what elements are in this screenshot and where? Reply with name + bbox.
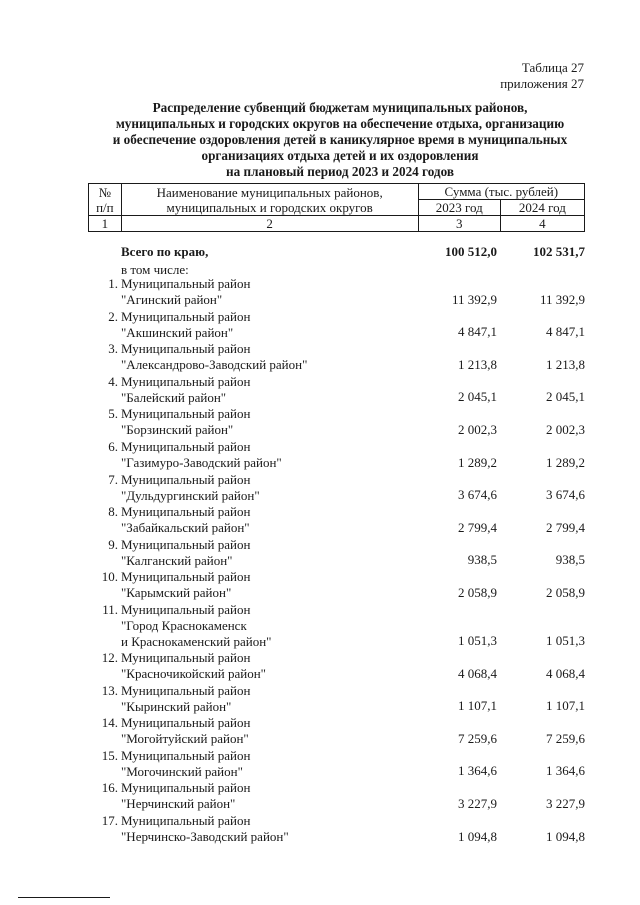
district-name xyxy=(121,780,411,812)
district-name-line: Муниципальный район xyxy=(121,536,251,552)
row-number: 1. xyxy=(108,276,118,291)
district-name xyxy=(121,650,411,682)
row-number: 14. xyxy=(101,715,118,731)
total-label: Всего по краю, xyxy=(121,244,209,259)
district-name-line: "Город Краснокаменск xyxy=(121,617,247,633)
annex-reference xyxy=(500,60,584,92)
table-header xyxy=(88,183,585,232)
value-2023: 2 799,4 xyxy=(458,519,497,535)
value-2024: 1 213,8 xyxy=(546,356,585,372)
district-rows xyxy=(88,276,585,846)
district-name-line: Муниципальный район xyxy=(121,812,251,828)
district-name-line: Муниципальный район xyxy=(121,308,251,324)
title-line: организациях отдыха детей и их оздоровления xyxy=(201,148,479,163)
table-row xyxy=(88,780,585,813)
value-2024: 1 107,1 xyxy=(546,698,585,714)
district-name xyxy=(121,602,411,650)
value-2023: 2 058,9 xyxy=(458,584,497,600)
value-2024: 4 847,1 xyxy=(546,324,585,340)
value-2024: 2 799,4 xyxy=(546,519,585,535)
district-name-line: Муниципальный район xyxy=(121,747,251,763)
table-row xyxy=(88,276,585,309)
district-name-line: "Могочинский район" xyxy=(121,763,243,779)
value-2023: 3 674,6 xyxy=(458,487,497,503)
value-2024: 3 674,6 xyxy=(546,487,585,503)
table-row xyxy=(88,602,585,650)
column-number-4: 4 xyxy=(500,216,584,232)
column-number-1: 1 xyxy=(89,216,122,232)
row-number: 10. xyxy=(101,569,118,585)
value-2024: 1 364,6 xyxy=(546,763,585,779)
district-name xyxy=(121,537,411,569)
district-name-line: Муниципальный район xyxy=(121,276,251,291)
header-number xyxy=(89,184,122,216)
table-row xyxy=(88,472,585,505)
district-name-line: "Дульдургинский район" xyxy=(121,487,260,503)
district-name-line: "Кыринский район" xyxy=(121,698,232,714)
table-row xyxy=(88,439,585,472)
table-body xyxy=(88,244,585,846)
value-2024: 1 289,2 xyxy=(546,454,585,470)
table-row xyxy=(88,341,585,374)
table-row xyxy=(88,650,585,683)
district-name xyxy=(121,439,411,471)
value-2023: 4 068,4 xyxy=(458,665,497,681)
value-2023: 1 094,8 xyxy=(458,828,497,844)
district-name-line: "Красночикойский район" xyxy=(121,665,266,681)
district-name xyxy=(121,374,411,406)
district-name-line: и Краснокаменский район" xyxy=(121,633,272,649)
district-name-line: "Нерчинский район" xyxy=(121,796,236,812)
title-line: на плановый период 2023 и 2024 годов xyxy=(226,164,454,179)
district-name xyxy=(121,341,411,373)
row-number: 8. xyxy=(108,504,118,520)
table-row xyxy=(88,406,585,439)
district-name xyxy=(121,715,411,747)
district-name-line: Муниципальный район xyxy=(121,373,251,389)
district-name-line: Муниципальный район xyxy=(121,569,251,585)
including-row xyxy=(88,262,585,276)
table-row xyxy=(88,813,585,846)
district-name-line: "Нерчинско-Заводский район" xyxy=(121,828,289,844)
row-number: 2. xyxy=(108,308,118,324)
column-number-2: 2 xyxy=(121,216,418,232)
row-number: 4. xyxy=(108,373,118,389)
district-name-line: Муниципальный район xyxy=(121,649,251,665)
row-number: 15. xyxy=(101,747,118,763)
value-2024: 2 002,3 xyxy=(546,421,585,437)
value-2023: 4 847,1 xyxy=(458,324,497,340)
value-2023: 1 364,6 xyxy=(458,763,497,779)
row-number: 13. xyxy=(101,682,118,698)
total-row xyxy=(88,244,585,262)
value-2023: 938,5 xyxy=(467,552,497,568)
district-name xyxy=(121,569,411,601)
value-2023: 2 045,1 xyxy=(458,389,497,405)
district-name xyxy=(121,276,411,308)
footnote-line xyxy=(18,897,110,898)
row-number: 17. xyxy=(101,812,118,828)
header-number-line1: № xyxy=(98,184,112,200)
header-sum: Сумма (тыс. рублей) xyxy=(418,184,584,200)
value-2023: 1 107,1 xyxy=(458,698,497,714)
district-name-line: "Калганский район" xyxy=(121,552,233,568)
value-2024: 1 094,8 xyxy=(546,828,585,844)
value-2024: 938,5 xyxy=(555,552,585,568)
table-row xyxy=(88,569,585,602)
district-name xyxy=(121,309,411,341)
header-name-line1: Наименование муниципальных районов, xyxy=(156,184,383,200)
table-row xyxy=(88,748,585,781)
district-name-line: "Карымский район" xyxy=(121,585,232,601)
row-number: 16. xyxy=(101,780,118,796)
title-line: Распределение субвенций бюджетам муниципальных районов, xyxy=(152,100,528,115)
value-2023: 1 213,8 xyxy=(458,356,497,372)
table-row xyxy=(88,715,585,748)
row-number: 9. xyxy=(108,536,118,552)
district-name-line: Муниципальный район xyxy=(121,715,251,731)
document-title xyxy=(80,100,600,180)
district-name xyxy=(121,504,411,536)
district-name xyxy=(121,683,411,715)
district-name-line: "Агинский район" xyxy=(121,292,223,307)
district-name-line: "Борзинский район" xyxy=(121,422,234,438)
district-name-line: Муниципальный район xyxy=(121,438,251,454)
row-number: 7. xyxy=(108,471,118,487)
district-name xyxy=(121,813,411,845)
district-name-line: "Акшинский район" xyxy=(121,324,234,340)
district-name-line: Муниципальный район xyxy=(121,682,251,698)
district-name-line: Муниципальный район xyxy=(121,406,251,422)
total-value-2024: 102 531,7 xyxy=(533,244,585,259)
header-year-2024: 2024 год xyxy=(500,200,584,216)
appendix-number: приложения 27 xyxy=(500,76,584,91)
column-number-3: 3 xyxy=(418,216,500,232)
district-name xyxy=(121,748,411,780)
value-2023: 2 002,3 xyxy=(458,421,497,437)
table-row xyxy=(88,537,585,570)
table-row xyxy=(88,374,585,407)
title-line: и обеспечение оздоровления детей в каникулярное время в муниципальных xyxy=(112,132,568,147)
header-name xyxy=(121,184,418,216)
district-name-line: "Балейский район" xyxy=(121,389,227,405)
district-name-line: "Могойтуйский район" xyxy=(121,731,249,747)
table-row xyxy=(88,309,585,342)
row-number: 11. xyxy=(102,601,118,617)
district-name-line: Муниципальный район xyxy=(121,504,251,520)
value-2023: 1 289,2 xyxy=(458,454,497,470)
district-name xyxy=(121,472,411,504)
district-name-line: Муниципальный район xyxy=(121,780,251,796)
total-value-2023: 100 512,0 xyxy=(445,244,497,259)
district-name-line: "Александрово-Заводский район" xyxy=(121,357,308,373)
value-2024: 11 392,9 xyxy=(539,291,585,307)
district-name-line: "Газимуро-Заводский район" xyxy=(121,454,282,470)
district-name-line: Муниципальный район xyxy=(121,471,251,487)
header-number-line2: п/п xyxy=(96,199,114,215)
table-row xyxy=(88,504,585,537)
row-number: 3. xyxy=(108,341,118,357)
header-year-2023: 2023 год xyxy=(418,200,500,216)
value-2024: 2 045,1 xyxy=(546,389,585,405)
district-name-line: "Забайкальский район" xyxy=(121,520,250,536)
value-2024: 4 068,4 xyxy=(546,665,585,681)
row-number: 5. xyxy=(108,406,118,422)
table-number: Таблица 27 xyxy=(521,60,584,75)
row-number: 12. xyxy=(101,649,118,665)
value-2024: 7 259,6 xyxy=(546,730,585,746)
table-row xyxy=(88,683,585,716)
value-2023: 1 051,3 xyxy=(458,632,497,648)
district-name-line: Муниципальный район xyxy=(121,601,251,617)
value-2023: 11 392,9 xyxy=(451,291,497,307)
value-2024: 2 058,9 xyxy=(546,584,585,600)
value-2023: 3 227,9 xyxy=(458,795,497,811)
header-name-line2: муниципальных и городских округов xyxy=(166,199,373,215)
row-number: 6. xyxy=(108,438,118,454)
title-line: муниципальных и городских округов на обеспечение отдыха, организацию xyxy=(115,116,565,131)
including-label: в том числе: xyxy=(121,262,189,277)
value-2024: 3 227,9 xyxy=(546,795,585,811)
district-name xyxy=(121,406,411,438)
district-name-line: Муниципальный район xyxy=(121,341,251,357)
value-2023: 7 259,6 xyxy=(458,730,497,746)
value-2024: 1 051,3 xyxy=(546,632,585,648)
